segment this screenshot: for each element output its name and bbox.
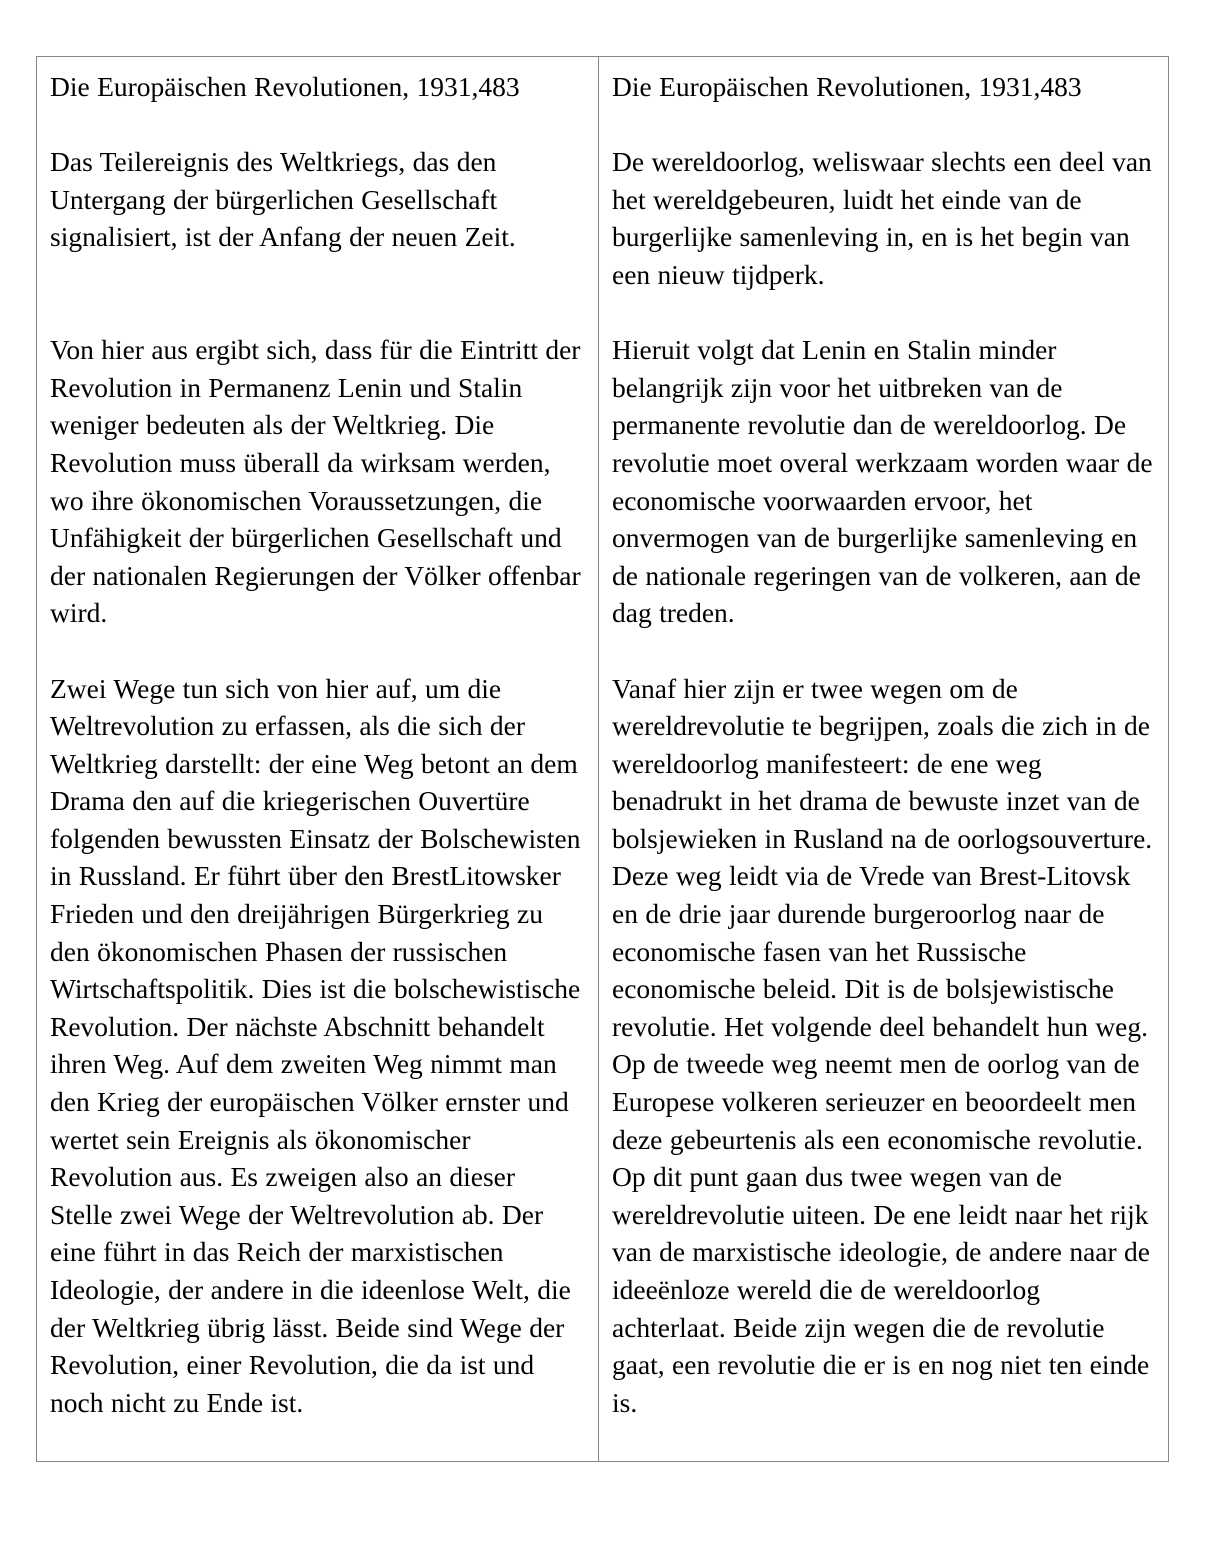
translation-table [36, 56, 1169, 1462]
table-row [37, 57, 1169, 1462]
blank-line [50, 632, 585, 670]
blank-line [50, 106, 585, 144]
paragraph: Vanaf hier zijn er twee wegen om de wereldrevolutie te begrijpen, zoals die zich in de wereldoorlog manifesteert: de ene weg benadrukt in het drama de bewuste inzet van de bolsjewieken in Rusland na de oorlogsouverture. Deze weg leidt via de Vrede van Brest-Litovsk en de drie jaar durende burgeroorlog naar de economische fasen van het Russische economische beleid. Dit is de bolsjewistische revolutie. Het volgende deel behandelt hun weg. Op de tweede weg neemt men de oorlog van de Europese volkeren serieuzer en beoordeelt men deze gebeurtenis als een economische revolutie. Op dit punt gaan dus twee wegen van de wereldrevolutie uiteen. De ene leidt naar het rijk van de marxistische ideologie, de andere naar de ideeënloze wereld die de wereldoorlog achterlaat. Beide zijn wegen die de revolutie gaat, een revolutie die er is en nog niet ten einde is. [612, 672, 1153, 1418]
blank-line [50, 256, 585, 294]
cell-title: Die Europäischen Revolutionen, 1931,483 [50, 71, 520, 102]
blank-line [50, 294, 585, 332]
paragraph: Das Teilereignis des Weltkriegs, das den Untergang der bürgerlichen Gesellschaft signalisiert, ist der Anfang der neuen Zeit. [50, 146, 516, 253]
paragraph: De wereldoorlog, weliswaar slechts een deel van het wereldgebeuren, luidt het einde van de burgerlijke samenleving in, en is het begin van een nieuw tijdperk. [612, 146, 1152, 290]
blank-line [612, 632, 1155, 670]
paragraph: Zwei Wege tun sich von hier auf, um die Weltrevolution zu erfassen, als die sich der Weltkrieg darstellt: der eine Weg betont an dem Drama den auf die kriegerischen Ouvertüre folgenden bewussten Einsatz der Bolschewisten in Russland. Er führt über den BrestLitowsker Frieden und den dreijährigen Bürgerkrieg zu den ökonomischen Phasen der russischen Wirtschaftspolitik. Dies ist die bolschewistische Revolution. Der nächste Abschnitt behandelt ihren Weg. Auf dem zweiten Weg nimmt man den Krieg der europäischen Völker ernster und wertet sein Ereignis als ökonomischer Revolution aus. Es zweigen also an dieser Stelle zwei Wege der Weltrevolution ab. Der eine führt in das Reich der marxistischen Ideologie, der andere in die ideenlose Welt, die der Weltkrieg übrig lässt. Beide sind Wege der Revolution, einer Revolution, die da ist und noch nicht zu Ende ist. [50, 672, 581, 1418]
cell-title: Die Europäischen Revolutionen, 1931,483 [612, 71, 1082, 102]
table-cell-german [37, 57, 599, 1462]
paragraph: Von hier aus ergibt sich, dass für die Eintritt der Revolution in Permanenz Lenin und Stalin weniger bedeuten als der Weltkrieg. Die Revolution muss überall da wirksam werden, wo ihre ökonomischen Voraussetzungen, die Unfähigkeit der bürgerlichen Gesellschaft und der nationalen Regierungen der Völker offenbar wird. [50, 334, 581, 629]
blank-line [612, 106, 1155, 144]
paragraph: Hieruit volgt dat Lenin en Stalin minder belangrijk zijn voor het uitbreken van de permanente revolutie dan de wereldoorlog. De revolutie moet overal werkzaam worden waar de economische voorwaarden ervoor, het onvermogen van de burgerlijke samenleving en de nationale regeringen van de volkeren, aan de dag treden. [612, 334, 1153, 629]
blank-line [612, 294, 1155, 332]
table-cell-dutch [599, 57, 1169, 1462]
